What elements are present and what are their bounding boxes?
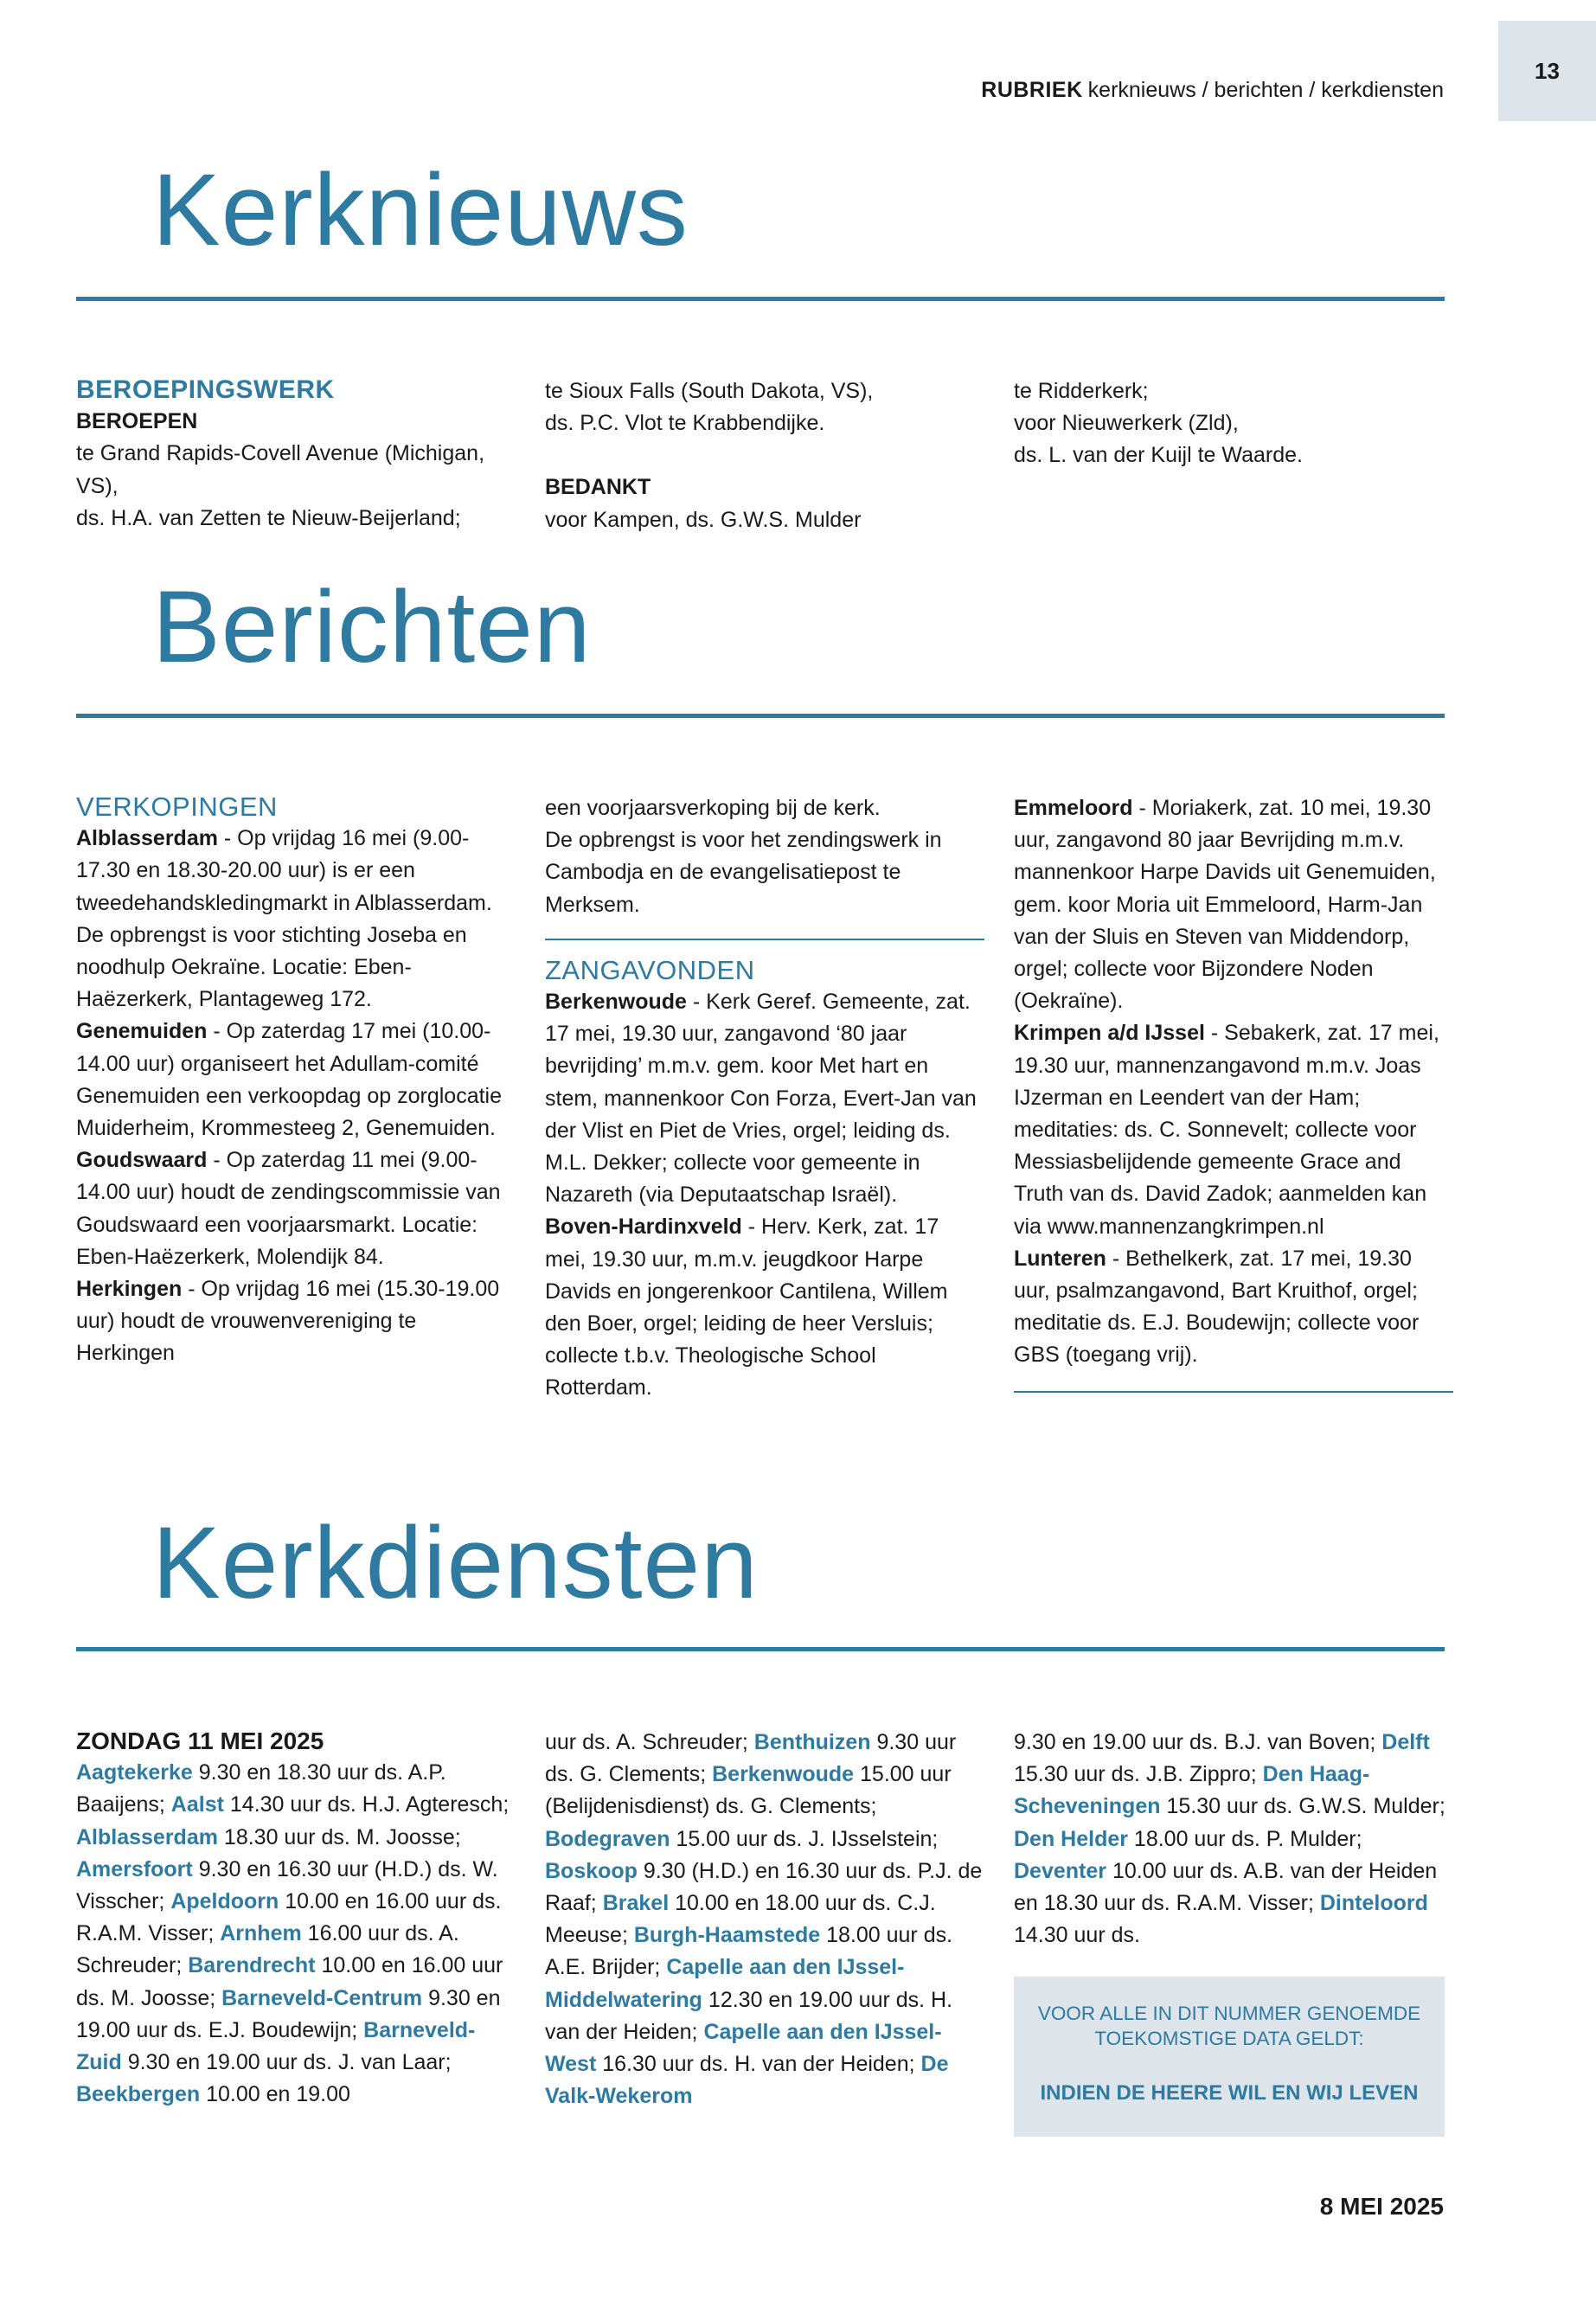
footer-date: 8 MEI 2025 xyxy=(1319,2193,1444,2220)
beroepen-text-2: ds. H.A. van Zetten te Nieuw-Beijerland; xyxy=(76,505,461,530)
services-text: Aagtekerke 9.30 en 18.30 uur ds. A.P. Baaijens; Aalst 14.30 uur ds. H.J. Agteresch; Alblasserdam 18.30 uur ds. M. Joosse; Amersfoort 9.30 en 16.30 uur (H.D.) ds. W. Visscher; Apeldoorn 10.00 en 16.00 uur ds. R.A.M. Visser; Arnhem 16.00 uur ds. A. Schreuder; Barendrecht 10.00 en 16.00 uur ds. M. Joosse; Barneveld-Centrum 9.30 en 19.00 uur ds. E.J. Boudewijn; Barneveld-Zuid 9.30 en 19.00 uur ds. J. van Laar; Beekbergen 10.00 en 19.00 xyxy=(76,1760,510,2107)
rubriek-path: kerknieuws / berichten / kerkdiensten xyxy=(1087,78,1444,102)
bedankt-text-1: voor Kampen, ds. G.W.S. Mulder xyxy=(545,507,862,532)
kerknieuws-rule xyxy=(76,297,1445,301)
kerkdiensten-title: Kerkdiensten xyxy=(152,1506,759,1620)
kerkdiensten-col-3 xyxy=(1014,1727,1453,1952)
verkoping-item: Alblasserdam - Op vrijdag 16 mei (9.00-17.30 en 18.30-20.00 uur) is er een tweedehandskledingmarkt in Alblasserdam. De opbrengst is voor stichting Joseba en noodhulp Oekraïne. Locatie: Eben-Haëzerkerk, Plantageweg 172. xyxy=(76,826,492,1012)
beroepen-text-1: te Grand Rapids-Covell Avenue (Michigan, VS), xyxy=(76,441,485,498)
beroepen-label: BEROEPEN xyxy=(76,409,198,434)
kerknieuws-col-2 xyxy=(545,375,984,536)
kerkdiensten-rule xyxy=(76,1647,1445,1651)
kerkdiensten-col-2 xyxy=(545,1727,984,2112)
beroepen-text-3: te Sioux Falls (South Dakota, VS), xyxy=(545,379,874,403)
zangavond-item: Boven-Hardinxveld - Herv. Kerk, zat. 17 mei, 19.30 uur, m.m.v. jeugdkoor Harpe Davids en jongerenkoor Cantilena, Willem den Boer, orgel; leiding de heer Versluis; collecte t.b.v. Theologische School Rotterdam. xyxy=(545,1215,948,1400)
kerknieuws-col-3 xyxy=(1014,375,1453,472)
bedankt-label: BEDANKT xyxy=(545,475,651,500)
zangavond-item: Krimpen a/d IJssel - Sebakerk, zat. 17 mei, 19.30 uur, mannenzangavond m.m.v. Joas IJzerman en Leendert van der Ham; meditaties: ds. C. Sonnevelt; collecte voor Messiasbelijdende gemeente Grace and Truth van ds. David Zadok; aanmelden kan via www.mannenzangkrimpen.nl xyxy=(1014,1021,1439,1239)
notice-box xyxy=(1014,1977,1445,2137)
berichten-col-3 xyxy=(1014,792,1453,1407)
rubriek-label: RUBRIEK xyxy=(981,78,1083,102)
zangavond-item: Lunteren - Bethelkerk, zat. 17 mei, 19.30 uur, psalmzangavond, Bart Kruithof, orgel; meditatie ds. E.J. Boudewijn; collecte voor GBS (toegang vrij). xyxy=(1014,1246,1420,1368)
verkoping-item: Genemuiden - Op zaterdag 17 mei (10.00-14.00 uur) organiseert het Adullam-comité Genemuiden een verkoopdag op zorglocatie Muiderheim, Krommesteeg 2, Genemuiden. xyxy=(76,1019,503,1141)
verkopingen-heading: VERKOPINGEN xyxy=(76,792,278,822)
services-text: 9.30 en 19.00 uur ds. B.J. van Boven; Delft 15.30 uur ds. J.B. Zippro; Den Haag-Scheveningen 15.30 uur ds. G.W.S. Mulder; Den Helder 18.00 uur ds. P. Mulder; Deventer 10.00 uur ds. A.B. van der Heiden en 18.30 uur ds. R.A.M. Visser; Dinteloord 14.30 uur ds. xyxy=(1014,1730,1445,1948)
services-text: uur ds. A. Schreuder; Benthuizen 9.30 uur ds. G. Clements; Berkenwoude 15.00 uur (Belijdenisdienst) ds. G. Clements; Bodegraven 15.00 uur ds. J. IJsselstein; Boskoop 9.30 (H.D.) en 16.30 uur ds. P.J. de Raaf; Brakel 10.00 en 18.00 uur ds. C.J. Meeuse; Burgh-Haamstede 18.00 uur ds. A.E. Brijder; Capelle aan den IJssel-Middelwatering 12.30 en 19.00 uur ds. H. van der Heiden; Capelle aan den IJssel-West 16.30 uur ds. H. van der Heiden; De Valk-Wekerom xyxy=(545,1730,983,2109)
zangavond-item: Berkenwoude - Kerk Geref. Gemeente, zat. 17 mei, 19.30 uur, zangavond ‘80 jaar bevrijding’ m.m.v. gem. koor Met hart en stem, mannenkoor Con Forza, Evert-Jan van der Vlist en Piet de Vries, orgel; leiding ds. M.L. Dekker; collecte voor gemeente in Nazareth (via Deputaatschap Israël). xyxy=(545,990,977,1208)
bedankt-text-2: te Ridderkerk; xyxy=(1014,379,1149,403)
kerknieuws-title: Kerknieuws xyxy=(152,153,689,267)
berichten-rule xyxy=(76,714,1445,718)
verkoping-item: Goudswaard - Op zaterdag 11 mei (9.00-14.00 uur) houdt de zendingscommissie van Goudswaard een voorjaarsmarkt. Locatie: Eben-Haëzerkerk, Molendijk 84. xyxy=(76,1148,501,1269)
zangavonden-heading: ZANGAVONDEN xyxy=(545,954,755,985)
separator xyxy=(545,939,984,940)
notice-line-2: INDIEN DE HEERE WIL EN WIJ LEVEN xyxy=(1040,2081,1419,2105)
beroepingswerk-heading: BEROEPINGSWERK xyxy=(76,375,335,404)
separator xyxy=(1014,1391,1453,1393)
kerkdiensten-col-1 xyxy=(76,1725,516,2111)
bedankt-text-3: voor Nieuwerkerk (Zld), xyxy=(1014,411,1239,436)
beroepen-text-4: ds. P.C. Vlot te Krabbendijke. xyxy=(545,411,825,436)
herkingen-cont: een voorjaarsverkoping bij de kerk. De opbrengst is voor het zendingswerk in Cambodja en de evangelisatiepost te Merksem. xyxy=(545,796,942,917)
notice-line-1: VOOR ALLE IN DIT NUMMER GENOEMDE TOEKOMSTIGE DATA GELDT: xyxy=(1037,2003,1421,2049)
zangavond-item: Emmeloord - Moriakerk, zat. 10 mei, 19.30 uur, zangavond 80 jaar Bevrijding m.m.v. mannenkoor Harpe Davids uit Genemuiden, gem. koor Moria uit Emmeloord, Harm-Jan van der Sluis en Steven van Middendorp, orgel; collecte voor Bijzondere Noden (Oekraïne). xyxy=(1014,796,1436,1014)
date-heading: ZONDAG 11 MEI 2025 xyxy=(76,1727,324,1754)
verkoping-item: Herkingen - Op vrijdag 16 mei (15.30-19.00 uur) houdt de vrouwenvereniging te Herkingen xyxy=(76,1277,500,1366)
berichten-col-2-content xyxy=(545,792,984,1405)
bedankt-text-4: ds. L. van der Kuijl te Waarde. xyxy=(1014,443,1303,468)
kerknieuws-col-1 xyxy=(76,374,516,535)
rubriek-header xyxy=(981,78,1444,103)
berichten-col-1 xyxy=(76,791,516,1370)
page-number: 13 xyxy=(1498,21,1596,121)
berichten-title: Berichten xyxy=(152,570,592,684)
